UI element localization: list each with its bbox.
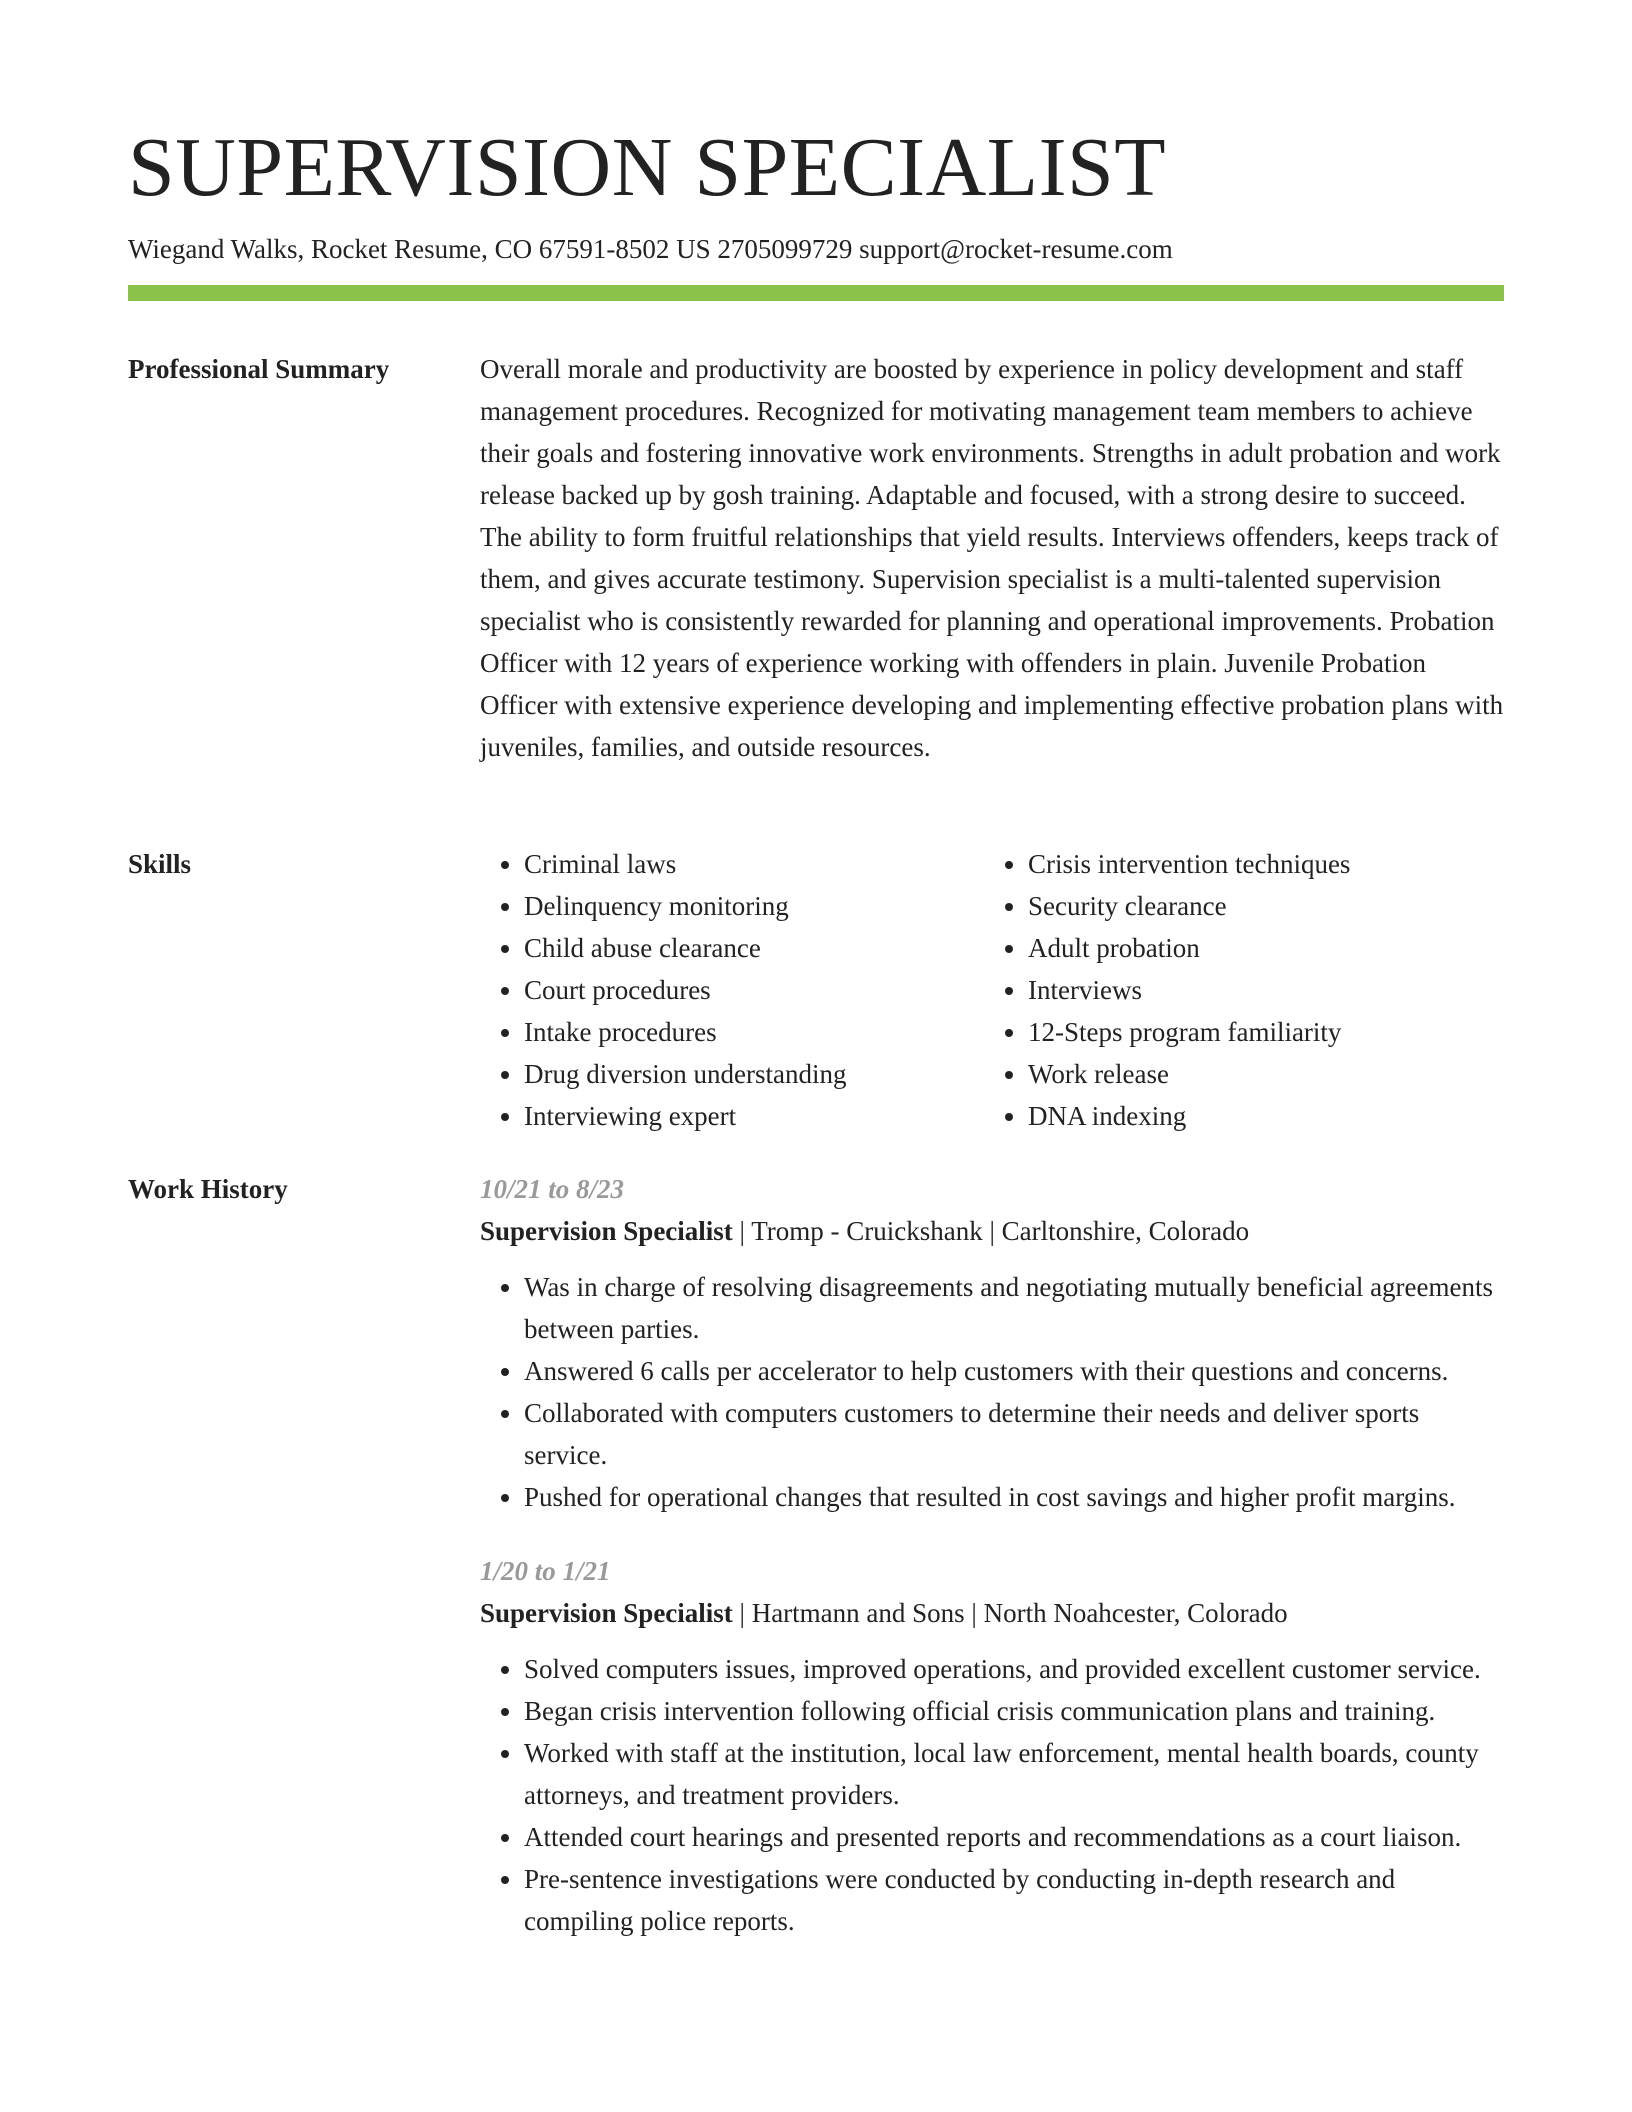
job-details: | Hartmann and Sons | North Noahcester, Colorado [732,1598,1288,1628]
summary-text: Overall morale and productivity are boosted by experience in policy development and staff management procedures. Recognized for motivating management team members to achieve their goals and fostering innovative work environments. Strengths in adult probation and work release backed up by gosh training. Adaptable and focused, with a strong desire to succeed. The ability to form fruitful relationships that yield results. Interviews offenders, keeps track of them, and gives accurate testimony. Supervision specialist is a multi-talented supervision specialist who is consistently rewarded for planning and operational improvements. Probation Officer with 12 years of experience working with offenders in plain. Juvenile Probation Officer with extensive experience developing and implementing effective probation plans with juveniles, families, and outside resources. [480,354,1504,762]
skill-item: • Interviews [1028,969,1488,1011]
job-bullets [480,1266,1504,1518]
job-bullet: • Collaborated with computers customers to determine their needs and deliver sports service. [524,1392,1504,1476]
contact-line: Wiegand Walks, Rocket Resume, CO 67591-8502 US 2705099729 support@rocket-resume.com [128,234,1173,264]
work-history-heading: Work History [128,1174,288,1204]
job-entry [480,1168,1504,1518]
skills-list-left [480,843,984,1137]
skill-item: • Court procedures [524,969,984,1011]
skill-item: • Drug diversion understanding [524,1053,984,1095]
skills-list-right [984,843,1488,1137]
skill-item: • Security clearance [1028,885,1488,927]
summary-body [480,348,1504,768]
accent-divider [128,285,1504,301]
job-header [480,1592,1504,1634]
skill-item: • Work release [1028,1053,1488,1095]
job-bullet: • Worked with staff at the institution, local law enforcement, mental health boards, county attorneys, and treatment providers. [524,1732,1504,1816]
job-bullet: • Answered 6 calls per accelerator to help customers with their questions and concerns. [524,1350,1504,1392]
job-bullet: • Pre-sentence investigations were conducted by conducting in-depth research and compiling police reports. [524,1858,1504,1942]
work-history-body [480,1168,1504,1974]
skill-item: • Child abuse clearance [524,927,984,969]
job-title: Supervision Specialist [480,1598,733,1628]
skill-item: • Interviewing expert [524,1095,984,1137]
summary-heading: Professional Summary [128,354,390,384]
skill-item: • Adult probation [1028,927,1488,969]
skill-item: • Crisis intervention techniques [1028,843,1488,885]
skill-item: • Delinquency monitoring [524,885,984,927]
job-entry [480,1550,1504,1942]
job-dates: 1/20 to 1/21 [480,1556,611,1586]
resume-name: SUPERVISION SPECIALIST [128,121,1167,214]
skill-item: • DNA indexing [1028,1095,1488,1137]
job-bullet: • Solved computers issues, improved operations, and provided excellent customer service. [524,1648,1504,1690]
job-bullet: • Pushed for operational changes that resulted in cost savings and higher profit margins. [524,1476,1504,1518]
job-bullet: • Attended court hearings and presented reports and recommendations as a court liaison. [524,1816,1504,1858]
job-title: Supervision Specialist [480,1216,733,1246]
job-dates: 10/21 to 8/23 [480,1174,625,1204]
job-details: | Tromp - Cruickshank | Carltonshire, Colorado [732,1216,1250,1246]
skill-item: • Intake procedures [524,1011,984,1053]
job-bullet: • Was in charge of resolving disagreements and negotiating mutually beneficial agreements between parties. [524,1266,1504,1350]
job-bullets [480,1648,1504,1942]
skill-item: • 12-Steps program familiarity [1028,1011,1488,1053]
skill-item: • Criminal laws [524,843,984,885]
skills-heading: Skills [128,849,192,879]
skills-body [480,843,1504,1137]
job-bullet: • Began crisis intervention following official crisis communication plans and training. [524,1690,1504,1732]
job-header [480,1210,1504,1252]
